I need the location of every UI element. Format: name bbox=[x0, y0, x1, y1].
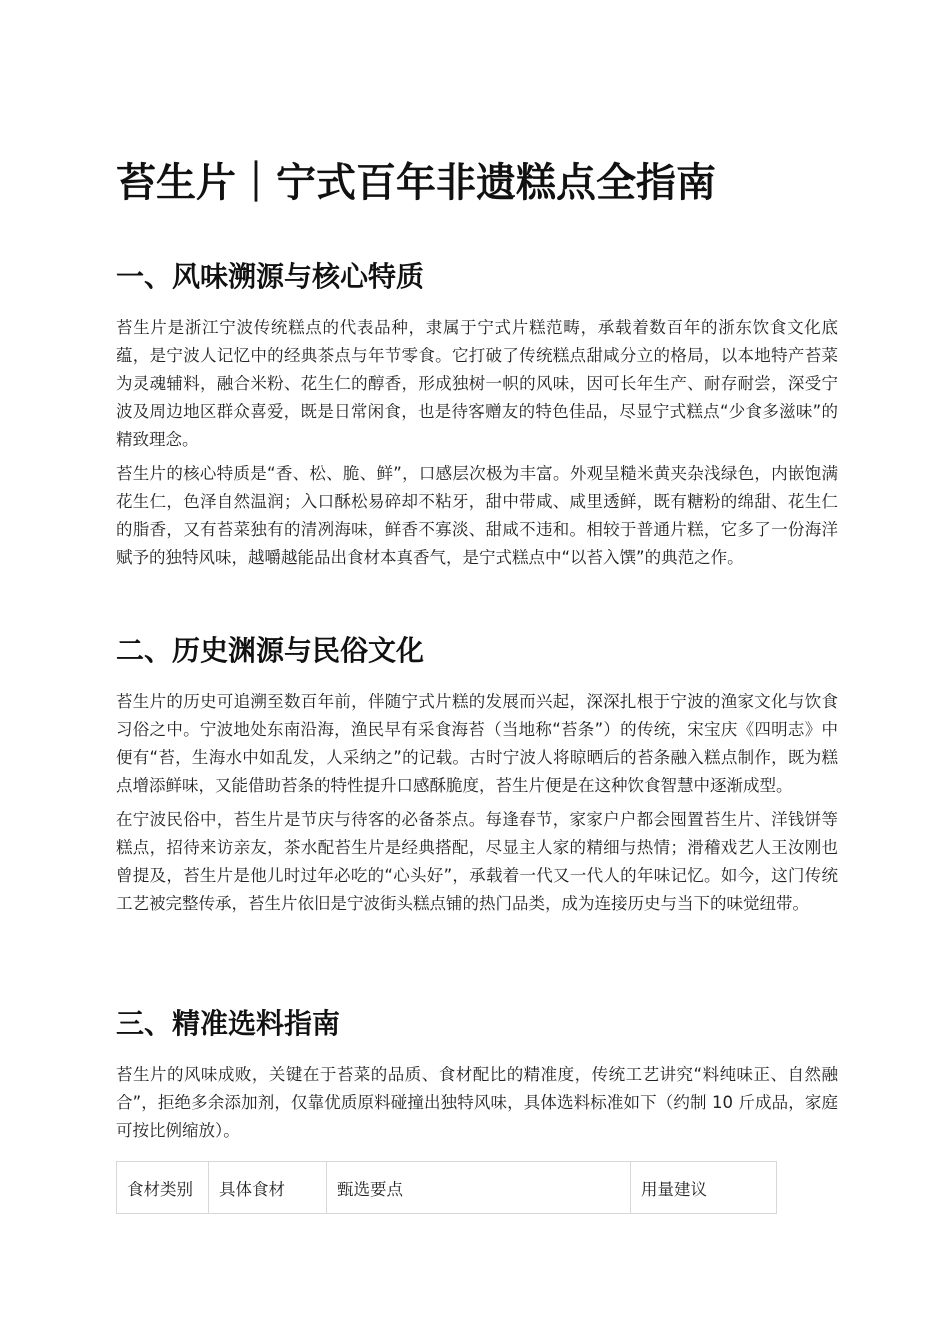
page-title: 苔生片｜宁式百年非遗糕点全指南 bbox=[116, 160, 716, 206]
paragraph: 在宁波民俗中，苔生片是节庆与待客的必备茶点。每逢春节，家家户户都会囤置苔生片、洋钱饼等糕点，招待来访亲友，茶水配苔生片是经典搭配，尽显主人家的精细与热情；滑稽戏艺人王汝刚也曾提及，苔生片是他儿时过年必吃的“心头好”，承载着一代又一代人的年味记忆。如今，这门传统工艺被完整传承，苔生片依旧是宁波街头糕点铺的热门品类，成为连接历史与当下的味觉纽带。 bbox=[116, 810, 838, 913]
paragraph: 苔生片的风味成败，关键在于苔菜的品质、食材配比的精准度，传统工艺讲究“料纯味正、自然融合”，拒绝多余添加剂，仅靠优质原料碰撞出独特风味，具体选料标准如下（约制 10 斤成品，家庭可按比例缩放）。 bbox=[116, 1065, 838, 1140]
section-flavor-origin bbox=[116, 256, 838, 578]
table-header-row bbox=[117, 1162, 777, 1214]
section-history-culture bbox=[116, 630, 838, 924]
section-heading: 一、风味溯源与核心特质 bbox=[116, 260, 425, 293]
table-header-cell: 食材类别 bbox=[117, 1162, 209, 1214]
table-header-cell: 用量建议 bbox=[631, 1162, 777, 1214]
section-heading: 二、历史渊源与民俗文化 bbox=[116, 634, 425, 667]
paragraph: 苔生片的核心特质是“香、松、脆、鲜”，口感层次极为丰富。外观呈糙米黄夹杂浅绿色，内嵌饱满花生仁，色泽自然温润；入口酥松易碎却不粘牙，甜中带咸、咸里透鲜，既有糖粉的绵甜、花生仁的脂香，又有苔菜独有的清冽海味，鲜香不寡淡、甜咸不违和。相较于普通片糕，它多了一份海洋赋予的独特风味，越嚼越能品出食材本真香气，是宁式糕点中“以苔入馔”的典范之作。 bbox=[116, 464, 838, 567]
ingredient-table bbox=[116, 1161, 777, 1214]
paragraph: 苔生片的历史可追溯至数百年前，伴随宁式片糕的发展而兴起，深深扎根于宁波的渔家文化与饮食习俗之中。宁波地处东南沿海，渔民早有采食海苔（当地称“苔条”）的传统，宋宝庆《四明志》中便有“苔，生海水中如乱发，人采纳之”的记载。古时宁波人将晾晒后的苔条融入糕点制作，既为糕点增添鲜味，又能借助苔条的特性提升口感酥脆度，苔生片便是在这种饮食智慧中逐渐成型。 bbox=[116, 692, 838, 795]
paragraph: 苔生片是浙江宁波传统糕点的代表品种，隶属于宁式片糕范畴，承载着数百年的浙东饮食文化底蕴，是宁波人记忆中的经典茶点与年节零食。它打破了传统糕点甜咸分立的格局，以本地特产苔菜为灵魂辅料，融合米粉、花生仁的醇香，形成独树一帜的风味，因可长年生产、耐存耐尝，深受宁波及周边地区群众喜爱，既是日常闲食，也是待客赠友的特色佳品，尽显宁式糕点“少食多滋味”的精致理念。 bbox=[116, 318, 838, 449]
table-header-cell: 具体食材 bbox=[209, 1162, 327, 1214]
table-header-cell: 甄选要点 bbox=[327, 1162, 631, 1214]
section-ingredient-guide bbox=[116, 1003, 838, 1214]
section-heading: 三、精准选料指南 bbox=[116, 1007, 341, 1040]
